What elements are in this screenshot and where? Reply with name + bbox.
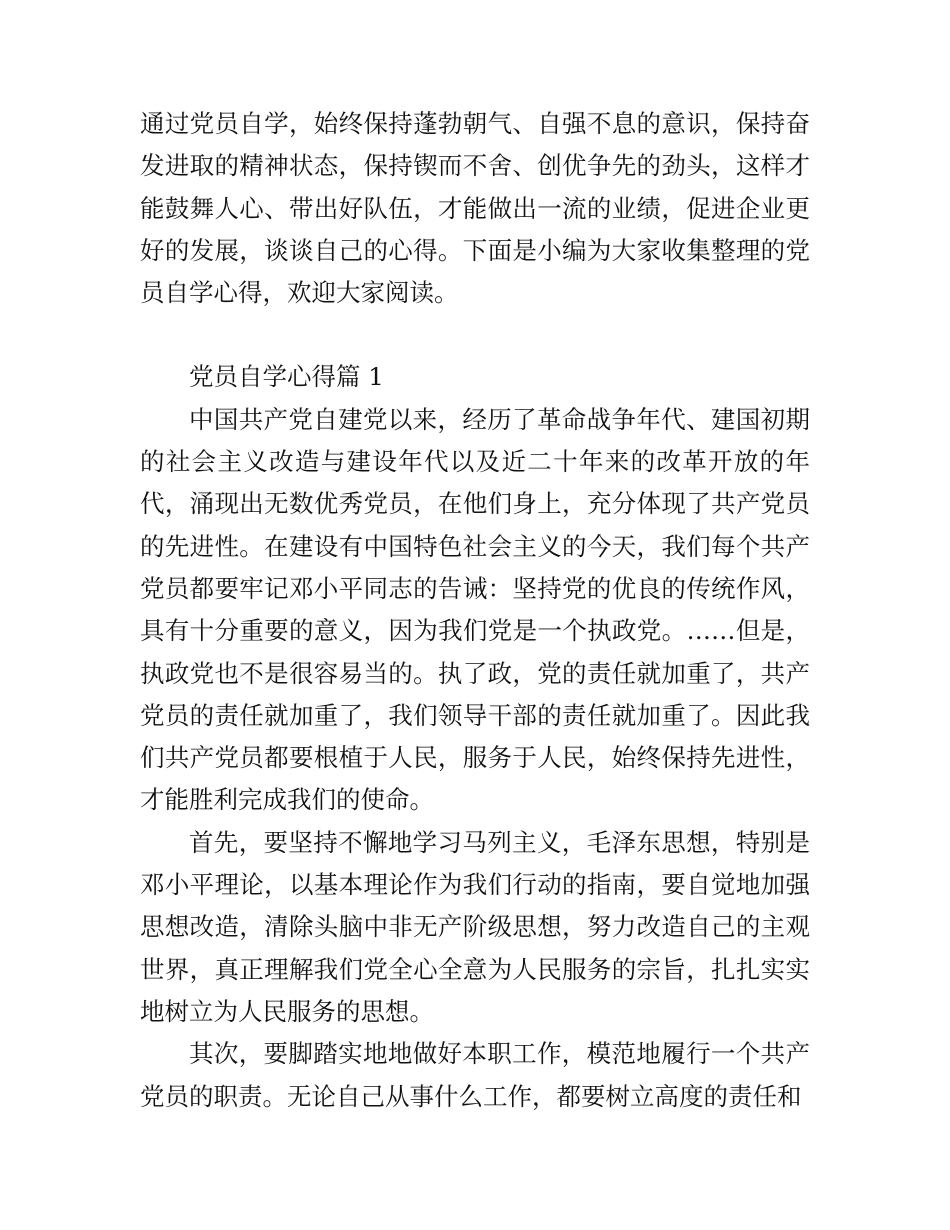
body-paragraph-2: 首先，要坚持不懈地学习马列主义，毛泽东思想，特别是邓小平理论，以基本理论作为我们行动的指南，要自觉地加强思想改造，清除头脑中非无产阶级思想，努力改造自己的主观世界，真正理解我们党全心全意为人民服务的宗旨，扎扎实实地树立为人民服务的思想。 [140, 827, 810, 1026]
document-body [140, 103, 810, 1118]
section-title: 党员自学心得篇 1 [189, 362, 384, 392]
intro-paragraph: 通过党员自学，始终保持蓬勃朝气、自强不息的意识，保持奋发进取的精神状态，保持锲而不舍、创优争先的劲头，这样才能鼓舞人心、带出好队伍，才能做出一流的业绩，促进企业更好的发展，谈谈自己的心得。下面是小编为大家收集整理的党员自学心得，欢迎大家阅读。 [140, 109, 810, 308]
body-paragraph-3: 其次，要脚踏实地地做好本职工作，模范地履行一个共产党员的职责。无论自己从事什么工作，都要树立高度的责任和 [140, 1039, 810, 1111]
body-paragraph-1: 中国共产党自建党以来，经历了革命战争年代、建国初期的社会主义改造与建设年代以及近二十年来的改革开放的年代，涌现出无数优秀党员，在他们身上，充分体现了共产党员的先进性。在建设有中国特色社会主义的今天，我们每个共产党员都要牢记邓小平同志的告诫：坚持党的优良的传统作风，具有十分重要的意义，因为我们党是一个执政党。……但是，执政党也不是很容易当的。执了政，党的责任就加重了，共产党员的责任就加重了，我们领导干部的责任就加重了。因此我们共产党员都要根植于人民，服务于人民，始终保持先进性，才能胜利完成我们的使命。 [140, 404, 810, 815]
